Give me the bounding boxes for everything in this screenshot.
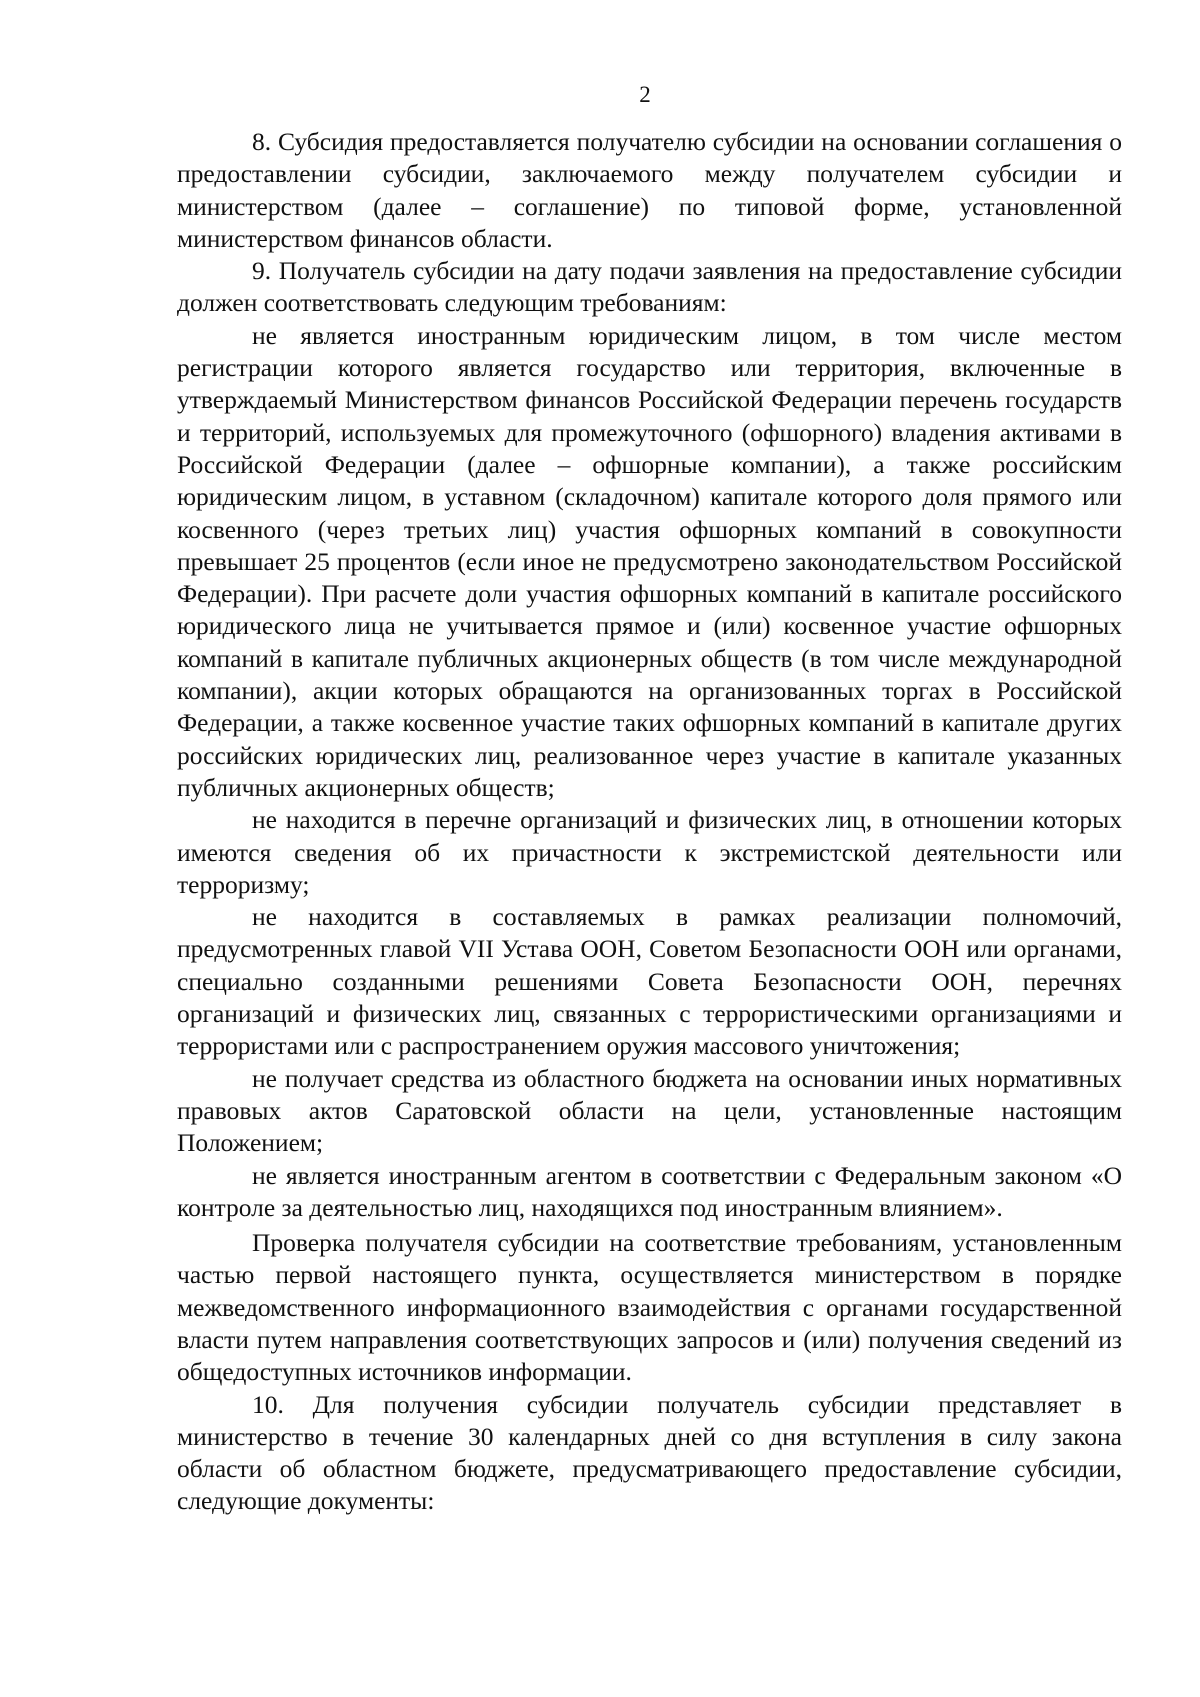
document-body — [177, 126, 1122, 1518]
paragraph-item-8: 8. Субсидия предоставляется получателю субсидии на основании соглашения о предоставлении субсидии, заключаемого между получателем субсидии и министерством (далее – соглашение) по типовой форме, установленной министерством финансов области. — [177, 127, 1122, 253]
paragraph-item-9: 9. Получатель субсидии на дату подачи заявления на предоставление субсидии должен соответствовать следующим требованиям: — [177, 256, 1122, 318]
requirement-no-other-funding: не получает средства из областного бюджета на основании иных нормативных правовых актов Саратовской области на цели, установленные настоящим Положением; — [177, 1063, 1122, 1158]
verification-paragraph: Проверка получателя субсидии на соответствие требованиям, установленным частью первой настоящего пункта, осуществляется министерством в порядке межведомственного информационного взаимодействия с органами государственной власти путем направления соответствующих запросов и (или) получения сведений из общедоступных источников информации. — [177, 1228, 1122, 1387]
requirement-not-extremist-list: не находится в перечне организаций и физических лиц, в отношении которых имеются сведения об их причастности к экстремистской деятельности или терроризму; — [177, 805, 1122, 899]
requirement-not-foreign-entity: не является иностранным юридическим лицом, в том числе местом регистрации которого является государство или территория, включенные в утверждаемый Министерством финансов Российской Федерации перечень государств и территорий, используемых для промежуточного (офшорного) владения активами в Российской Федерации (далее – офшорные компании), а также российским юридическим лицом, в уставном (складочном) капитале которого доля прямого или косвенного (через третьих лиц) участия офшорных компаний в совокупности превышает 25 процентов (если иное не предусмотрено законодательством Российской Федерации). При расчете доли участия офшорных компаний в капитале российского юридического лица не учитывается прямое и (или) косвенное участие офшорных компаний в капитале публичных акционерных обществ (в том числе международной компании), акции которых обращаются на организованных торгах в Российской Федерации, а также косвенное участие таких офшорных компаний в капитале других российских юридических лиц, реализованное через участие в капитале указанных публичных акционерных обществ; — [177, 320, 1122, 802]
requirement-not-foreign-agent: не является иностранным агентом в соответствии с Федеральным законом «О контроле за деятельностью лиц, находящихся под иностранным влиянием». — [177, 1160, 1122, 1222]
paragraph-item-10: 10. Для получения субсидии получатель субсидии представляет в министерство в течение 30 календарных дней со дня вступления в силу закона области об областном бюджете, предусматривающего предоставление субсидии, следующие документы: — [177, 1389, 1122, 1516]
requirement-not-un-list: не находится в составляемых в рамках реализации полномочий, предусмотренных главой VII Устава ООН, Советом Безопасности ООН или органами, специально созданными решениями Совета Безопасности ООН, перечнях организаций и физических лиц, связанных с террористическими организациями и террористами или с распространением оружия массового уничтожения; — [177, 902, 1122, 1061]
page-number: 2 — [639, 82, 651, 107]
